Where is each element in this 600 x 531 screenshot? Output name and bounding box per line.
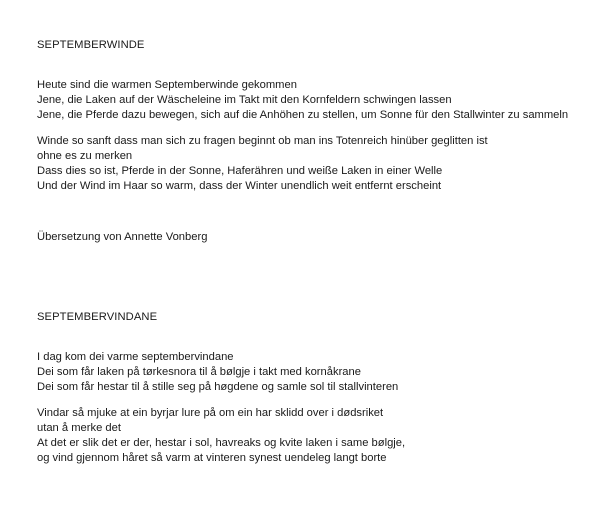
norwegian-stanza2-line-1: Vindar så mjuke at ein byrjar lure på om ein har sklidd over i dødsriket: [37, 407, 384, 419]
german-stanza1-line-3: Jene, die Pferde dazu bewegen, sich auf die Anhöhen zu stellen, um Sonne für den Stallwinter zu sammeln: [37, 109, 569, 121]
norwegian-stanza1-line-2: Dei som får laken på tørkesnora til å bølgje i takt med kornåkrane: [37, 366, 361, 378]
norwegian-stanza2-line-3: At det er slik det er der, hestar i sol, havreaks og kvite laken i same bølgje,: [37, 437, 406, 449]
norwegian-stanza1-line-1: I dag kom dei varme septembervindane: [37, 351, 234, 363]
norwegian-stanza1-line-3: Dei som får hestar til å stille seg på høgdene og samle sol til stallvinteren: [37, 381, 399, 393]
norwegian-stanza2-line-4: og vind gjennom håret så varm at vinteren synest uendeleg langt borte: [37, 452, 387, 464]
translation-credit: Übersetzung von Annette Vonberg: [37, 231, 208, 243]
german-stanza2-line-3: Dass dies so ist, Pferde in der Sonne, Haferähren und weiße Laken in einer Welle: [37, 165, 443, 177]
german-stanza2-line-2: ohne es zu merken: [37, 150, 133, 162]
german-stanza1-line-1: Heute sind die warmen Septemberwinde gekommen: [37, 79, 297, 91]
german-stanza1-line-2: Jene, die Laken auf der Wäscheleine im Takt mit den Kornfeldern schwingen lassen: [37, 94, 452, 106]
norwegian-poem-title: SEPTEMBERVINDANE: [37, 311, 158, 323]
norwegian-stanza2-line-2: utan å merke det: [37, 422, 121, 434]
german-stanza2-line-4: Und der Wind im Haar so warm, dass der Winter unendlich weit entfernt erscheint: [37, 180, 442, 192]
german-stanza2-line-1: Winde so sanft dass man sich zu fragen beginnt ob man ins Totenreich hinüber geglitten ist: [37, 135, 488, 147]
german-poem-title: SEPTEMBERWINDE: [37, 39, 145, 51]
